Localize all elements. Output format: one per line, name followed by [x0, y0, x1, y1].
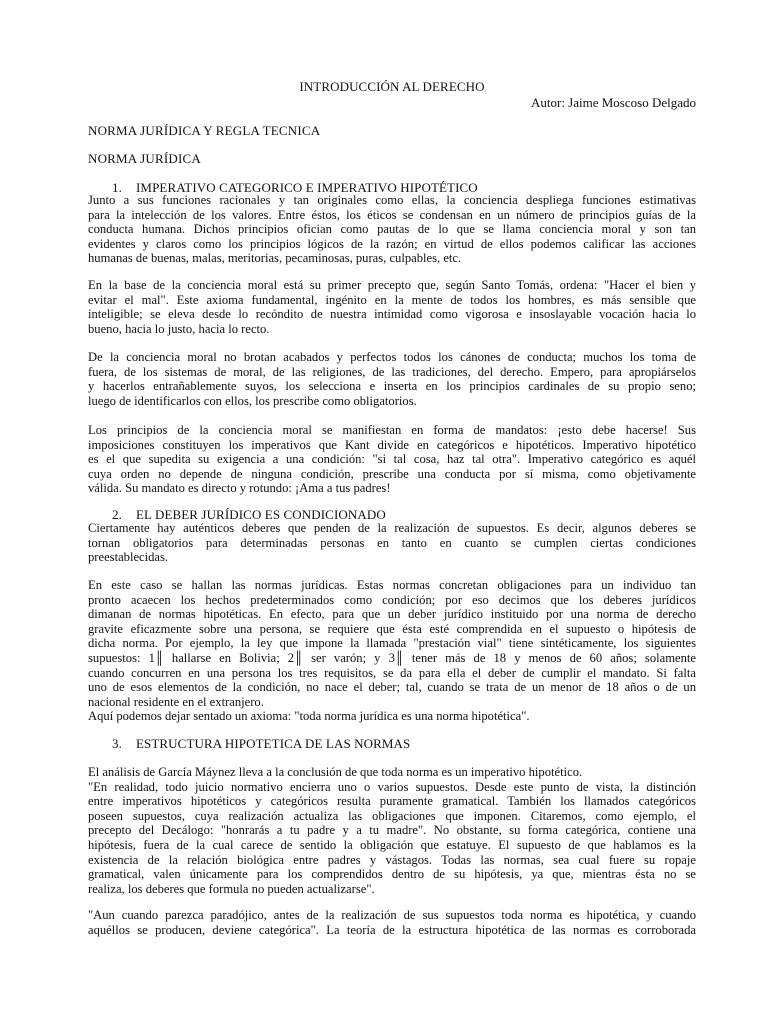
paragraph-line: dimanan de normas hipotéticas. En efecto, para que un deber jurídico instituido por una norma de derecho	[88, 607, 696, 622]
paragraph-line: entre imperativos hipotéticos y categóricos resulta puramente gramatical. También los llamados categóricos	[88, 794, 696, 809]
section-title: EL DEBER JURÍDICO ES CONDICIONADO	[136, 507, 386, 522]
paragraph-4	[88, 423, 696, 496]
paragraph-line: gravite eficazmente sobre una persona, se requiere que ésta esté comprendida en el supuesto o hipótesis de	[88, 621, 696, 636]
section-number: 3.	[112, 736, 122, 751]
section-heading-3	[112, 736, 410, 752]
paragraph-line: supuestos: 1║ hallarse en Bolivia; 2║ ser varón; y 3║ tener más de 18 y menos de 60 años; solamente	[88, 650, 696, 665]
paragraph-line: nacional residente en el extranjero.	[88, 694, 264, 709]
paragraph-line: De la conciencia moral no brotan acabados y perfectos todos los cánones de conducta; muchos los toma de	[88, 350, 696, 364]
paragraph-line: imposiciones constituyen los imperativos que Kant divide en categóricos e hipotéticos. Imperativo hipotético	[88, 437, 696, 452]
paragraph-line: precepto del Decálogo: "honrarás a tu padre y a tu madre". No obstante, su forma categórica, contiene una	[88, 823, 696, 838]
paragraph-line: dicha norma. Por ejemplo, la ley que impone la llamada "prestación vial" tiene sintéticamente, los siguientes	[88, 636, 696, 651]
paragraph-line: es el que supedita su exigencia a una condición: "si tal cosa, haz tal otra". Imperativo categórico es aquél	[88, 452, 696, 467]
paragraph-line: Aquí podemos dejar sentado un axioma: "toda norma jurídica es una norma hipotética".	[88, 709, 530, 724]
paragraph-line: Junto a sus funciones racionales y tan originales como ellas, la conciencia despliega funciones estimativas	[88, 193, 696, 207]
paragraph-line: válida. Su mandato es directo y rotundo: ¡Ama a tus padres!	[88, 481, 391, 496]
paragraph-line: Ciertamente hay auténticos deberes que penden de la realización de supuestos. Es decir, algunos deberes se	[88, 521, 696, 535]
paragraph-6	[88, 578, 696, 724]
paragraph-line: "En realidad, todo juicio normativo encierra uno o varios supuestos. Desde este punto de vista, la distinción	[88, 779, 696, 794]
paragraph-line: cuando concurren en una persona los tres requisitos, se da para ella el deber de cumplir el mandato. Si falta	[88, 665, 696, 680]
paragraph-line: evitar el mal". Este axioma fundamental, ingénito en la mente de todos los hombres, es más sensible que	[88, 292, 696, 307]
section-number: 1.	[112, 180, 122, 195]
paragraph-line: aquéllos se producen, deviene categórica". La teoría de la estructura hipotética de las normas es corroborada	[88, 922, 696, 937]
paragraph-line: existencia de la relación biológica entre padres y vástagos. Todas las normas, sea cual fuere su ropaje	[88, 852, 696, 867]
paragraph-line: poseen supuestos, cuya realización actualiza las obligaciones que imponen. Citaremos, como ejemplo, el	[88, 808, 696, 823]
section-title: ESTRUCTURA HIPOTETICA DE LAS NORMAS	[136, 736, 411, 751]
paragraph-line: conducta humana. Dichos principios ofician como pautas de lo que se llama conciencia moral y son tan	[88, 222, 696, 237]
paragraph-line: gramatical, valen únicamente para los comprendidos dentro de su hipótesis, ya que, mientras ésta no se	[88, 867, 696, 882]
paragraph-line: El análisis de García Máynez lleva a la conclusión de que toda norma es un imperativo hipotético.	[88, 765, 583, 779]
paragraph-line: Los principios de la conciencia moral se manifiestan en forma de mandatos: ¡esto debe hacerse! Sus	[88, 423, 696, 437]
paragraph-2	[88, 278, 696, 336]
paragraph-line: "Aun cuando parezca paradójico, antes de la realización de sus supuestos toda norma es hipotética, y cuando	[88, 908, 696, 922]
document-title: INTRODUCCIÓN AL DERECHO	[299, 79, 485, 94]
paragraph-5	[88, 521, 696, 565]
paragraph-line: pronto acaecen los hechos predeterminados como condición; por eso decimos que los deberes jurídicos	[88, 592, 696, 607]
paragraph-1	[88, 193, 696, 266]
paragraph-8	[88, 908, 696, 937]
paragraph-line: para la intelección de los valores. Entre éstos, los éticos se condensan en un número de principios guías de la	[88, 207, 696, 222]
paragraph-7	[88, 765, 696, 896]
paragraph-line: tornan obligatorios para determinadas personas en tanto en cuanto se cumplen ciertas condiciones	[88, 535, 696, 550]
paragraph-line: En este caso se hallan las normas jurídicas. Estas normas concretan obligaciones para un individuo tan	[88, 578, 696, 592]
paragraph-line: evidentes y claros como los principios lógicos de la razón; en virtud de ellos podemos calificar las acciones	[88, 236, 696, 251]
paragraph-line: humanas de buenas, malas, meritorias, pecaminosas, puras, culpables, etc.	[88, 251, 462, 266]
paragraph-line: realiza, los deberes que formula no pueden actualizarse".	[88, 881, 375, 896]
paragraph-line: luego de identificarlos con ellos, los prescribe como obligatorios.	[88, 393, 417, 408]
paragraph-line: inteligible; se eleva desde lo recóndito de nuestra intimidad como vigorosa e insoslayable vocación hacia lo	[88, 307, 696, 322]
section-title: IMPERATIVO CATEGORICO E IMPERATIVO HIPOTÉTICO	[136, 180, 478, 195]
paragraph-line: y hacerlos entrañablemente suyos, los selecciona e inserta en los principios cardinales de su propio seno;	[88, 379, 696, 394]
paragraph-line: bueno, hacia lo justo, hacia lo recto.	[88, 321, 270, 336]
paragraph-line: hipótesis, fuera de la cual carece de sentido la obligación que estatuye. El supuesto de que hablamos es la	[88, 837, 696, 852]
paragraph-line: preestablecidas.	[88, 550, 169, 565]
section-number: 2.	[112, 507, 122, 522]
paragraph-line: fuera, de los sistemas de moral, de las religiones, de las tradiciones, del derecho. Empero, para apropiárselos	[88, 364, 696, 379]
paragraph-line: En la base de la conciencia moral está su primer precepto que, según Santo Tomás, ordena: "Hacer el bien y	[88, 278, 696, 292]
heading-norma-juridica-regla-tecnica: NORMA JURÍDICA Y REGLA TECNICA	[88, 123, 321, 138]
document-page	[88, 0, 696, 1024]
document-author: Autor: Jaime Moscoso Delgado	[530, 95, 696, 110]
paragraph-3	[88, 350, 696, 408]
heading-norma-juridica: NORMA JURÍDICA	[88, 151, 201, 166]
paragraph-line: cuya orden no depende de ninguna condición, prescribe una conducta por sí misma, como objetivamente	[88, 466, 696, 481]
paragraph-line: uno de esos elementos de la condición, no nace el deber; tal, cuando se trata de un menor de 18 años o de un	[88, 680, 696, 695]
